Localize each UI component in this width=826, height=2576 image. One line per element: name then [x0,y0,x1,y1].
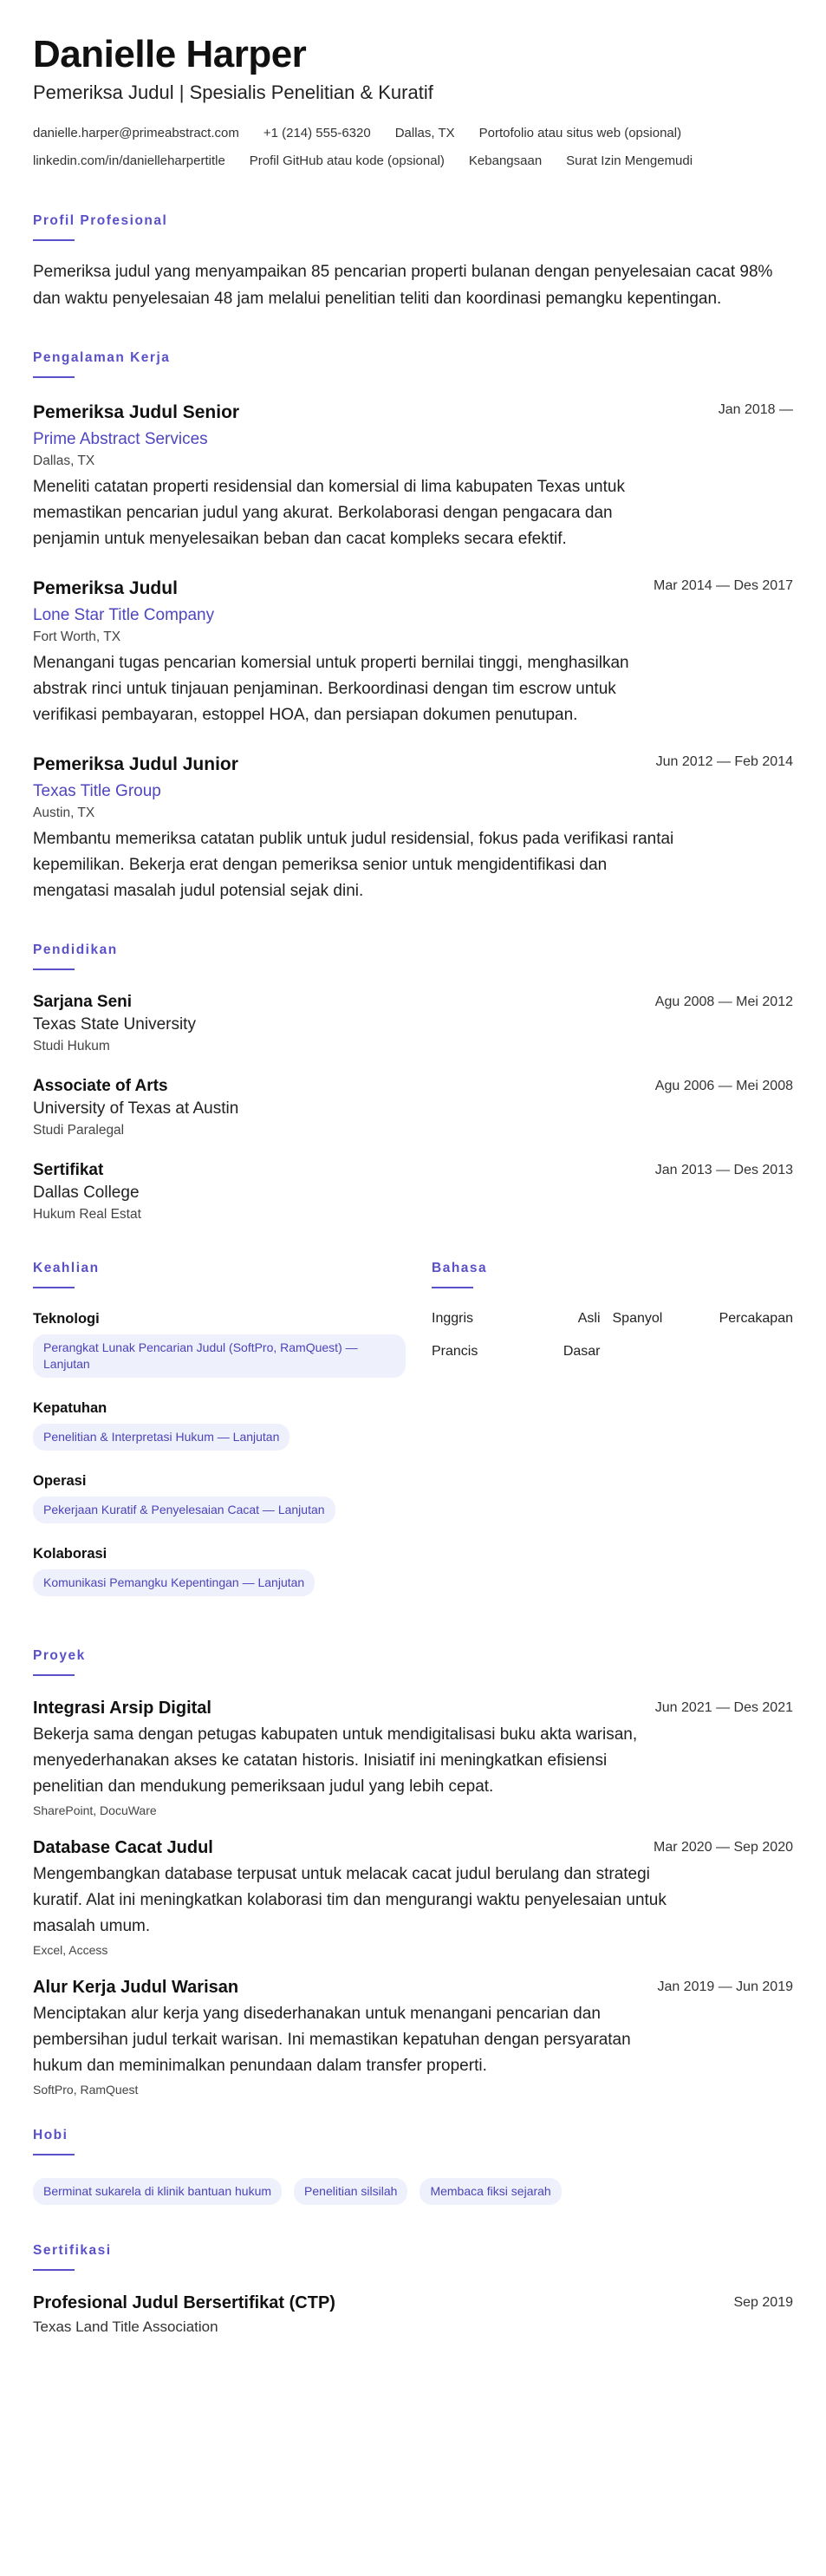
job-location: Fort Worth, TX [33,629,121,644]
languages-section [432,1261,793,1619]
company-name: Texas Title Group [33,782,161,800]
experience-entry [33,577,793,728]
study-field: Studi Hukum [33,1039,110,1053]
project-tech: SoftPro, RamQuest [33,2083,139,2097]
project-entry [33,1978,793,2097]
job-location: Dallas, TX [33,453,95,468]
section-title: Pendidikan [33,942,118,957]
language-name: Prancis [432,1344,478,1359]
contact-location: Dallas, TX [394,126,455,140]
section-divider [33,2154,75,2155]
experience-entry [33,753,793,904]
candidate-name: Danielle Harper [33,33,307,75]
project-description: Menciptakan alur kerja yang disederhanakan untuk menangani pencarian dan pembersihan judul terkait warisan. Ini memastikan kepatuhan dengan persyaratan hukum dan meminimalkan penundaan dalam transfer properti. [33,2005,631,2075]
education-dates: Agu 2008 — Mei 2012 [654,995,793,1009]
section-title: Pengalaman Kerja [33,350,171,365]
degree-name: Sertifikat [33,1161,104,1179]
skill-tag: Pekerjaan Kuratif & Penyelesaian Cacat — Lanjutan [33,1497,335,1523]
section-title: Bahasa [432,1261,488,1275]
resume-header [33,33,793,175]
skill-group [33,1311,432,1378]
project-entry [33,1699,793,1817]
job-dates: Jun 2012 — Feb 2014 [655,754,793,769]
language-level: Dasar [563,1344,601,1359]
education-entry [33,993,793,1054]
language-name: Spanyol [612,1311,663,1326]
job-description: Meneliti catatan properti residensial dan komersial di lima kabupaten Texas untuk memastikan pencarian judul yang akurat. Berkolaborasi dengan pengacara dan penjamin untuk menyelesaikan beban dan cacat kompleks secara efektif. [33,478,625,548]
section-divider [432,1287,473,1288]
project-tech: Excel, Access [33,1943,108,1957]
section-divider [33,376,75,378]
skill-category: Kolaborasi [33,1546,107,1562]
contact-license: Surat Izin Mengemudi [566,153,693,168]
project-name: Alur Kerja Judul Warisan [33,1978,239,1997]
section-title: Hobi [33,2128,68,2142]
profile-summary: Pemeriksa judul yang menyampaikan 85 pencarian properti bulanan dengan penyelesaian cacat 98% dan waktu penyelesaian 48 jam melalui penelitian teliti dan koordinasi pemangku kepentingan. [33,263,773,308]
project-entry [33,1838,793,1957]
degree-name: Associate of Arts [33,1077,168,1095]
section-divider [33,968,75,970]
study-field: Hukum Real Estat [33,1207,141,1222]
contact-email[interactable]: danielle.harper@primeabstract.com [33,126,239,140]
school-name: University of Texas at Austin [33,1099,239,1118]
study-field: Studi Paralegal [33,1123,125,1138]
experience-entry [33,401,793,552]
degree-name: Sarjana Seni [33,993,133,1011]
contact-linkedin[interactable]: linkedin.com/in/danielleharpertitle [33,153,225,168]
job-description: Membantu memeriksa catatan publik untuk judul residensial, fokus pada verifikasi rantai kepemilikan. Bekerja erat dengan pemeriksa senior untuk mengidentifikasi dan mengatasi masalah judul potensial sejak dini. [33,830,674,900]
skill-tag: Komunikasi Pemangku Kepentingan — Lanjutan [33,1569,315,1596]
skill-category: Operasi [33,1473,87,1489]
section-title: Proyek [33,1648,86,1663]
skill-tag: Penelitian & Interpretasi Hukum — Lanjutan [33,1424,289,1451]
job-title: Pemeriksa Judul Senior [33,402,240,422]
project-tech: SharePoint, DocuWare [33,1803,157,1817]
language-name: Inggris [432,1311,474,1326]
school-name: Dallas College [33,1184,140,1202]
contact-list [33,120,793,175]
job-location: Austin, TX [33,805,95,820]
project-name: Integrasi Arsip Digital [33,1699,211,1718]
project-description: Mengembangkan database terpusat untuk melacak cacat judul berulang dan strategi kuratif. Alat ini meningkatkan kolaborasi tim dan mengurangi waktu penyelesaian untuk masalah umum. [33,1865,667,1935]
job-dates: Mar 2014 — Des 2017 [654,578,793,593]
skills-languages-row [33,1261,793,1619]
section-title: Profil Profesional [33,213,168,228]
projects-section [33,1648,793,2097]
contact-portfolio[interactable]: Portofolio atau situs web (opsional) [478,126,682,140]
language-level: Asli [577,1311,601,1326]
section-title: Keahlian [33,1261,100,1275]
skill-group [33,1400,432,1451]
hobby-tag: Berminat sukarela di klinik bantuan hukum [33,2178,282,2205]
job-dates: Jan 2018 — [718,402,793,417]
contact-phone[interactable]: +1 (214) 555-6320 [263,126,371,140]
project-dates: Jun 2021 — Des 2021 [654,1700,793,1715]
hobbies-section [33,2128,793,2205]
section-title: Sertifikasi [33,2243,112,2258]
project-dates: Jan 2019 — Jun 2019 [657,1979,793,1994]
job-title: Pemeriksa Judul [33,578,178,598]
skill-group [33,1473,432,1523]
contact-nationality: Kebangsaan [468,153,543,168]
section-divider [33,1287,75,1288]
language-level: Percakapan [719,1311,793,1326]
skill-category: Kepatuhan [33,1400,107,1416]
profile-section [33,213,793,312]
language-list [432,1311,793,1360]
certification-name: Profesional Judul Bersertifikat (CTP) [33,2293,335,2312]
education-dates: Agu 2006 — Mei 2008 [654,1079,793,1093]
candidate-subtitle: Pemeriksa Judul | Spesialis Penelitian & Kuratif [33,82,433,103]
company-name: Prime Abstract Services [33,430,208,448]
job-description: Menangani tugas pencarian komersial untuk properti bernilai tinggi, menghasilkan abstrak rinci untuk tinjauan penjaminan. Berkoordinasi dengan tim escrow untuk verifikasi pembayaran, estoppel HOA, dan persiapan dokumen penutupan. [33,654,629,724]
skill-tag: Perangkat Lunak Pencarian Judul (SoftPro, RamQuest) — Lanjutan [33,1334,406,1378]
certification-issuer: Texas Land Title Association [33,2318,218,2335]
project-name: Database Cacat Judul [33,1838,213,1857]
school-name: Texas State University [33,1015,196,1034]
education-section [33,942,793,1223]
certifications-section [33,2243,793,2336]
education-entry [33,1077,793,1138]
hobby-tag: Membaca fiksi sejarah [420,2178,561,2205]
certification-date: Sep 2019 [733,2295,793,2310]
project-dates: Mar 2020 — Sep 2020 [654,1840,793,1855]
experience-section [33,350,793,904]
contact-github[interactable]: Profil GitHub atau kode (opsional) [249,153,445,168]
company-name: Lone Star Title Company [33,606,215,624]
education-entry [33,1161,793,1223]
section-divider [33,239,75,241]
hobby-tag: Penelitian silsilah [294,2178,407,2205]
section-divider [33,1674,75,1676]
hobby-list [33,2178,793,2205]
certification-entry [33,2293,793,2336]
project-description: Bekerja sama dengan petugas kabupaten untuk mendigitalisasi buku akta warisan, menyederhanakan akses ke catatan historis. Inisiatif ini meningkatkan efisiensi penelitian dan mendukung pemeriksaan judul yang lebih cepat. [33,1725,638,1796]
education-dates: Jan 2013 — Des 2013 [654,1163,793,1177]
section-divider [33,2269,75,2271]
skill-group [33,1546,432,1596]
skill-category: Teknologi [33,1311,100,1327]
job-title: Pemeriksa Judul Junior [33,754,238,774]
skills-section [33,1261,432,1619]
